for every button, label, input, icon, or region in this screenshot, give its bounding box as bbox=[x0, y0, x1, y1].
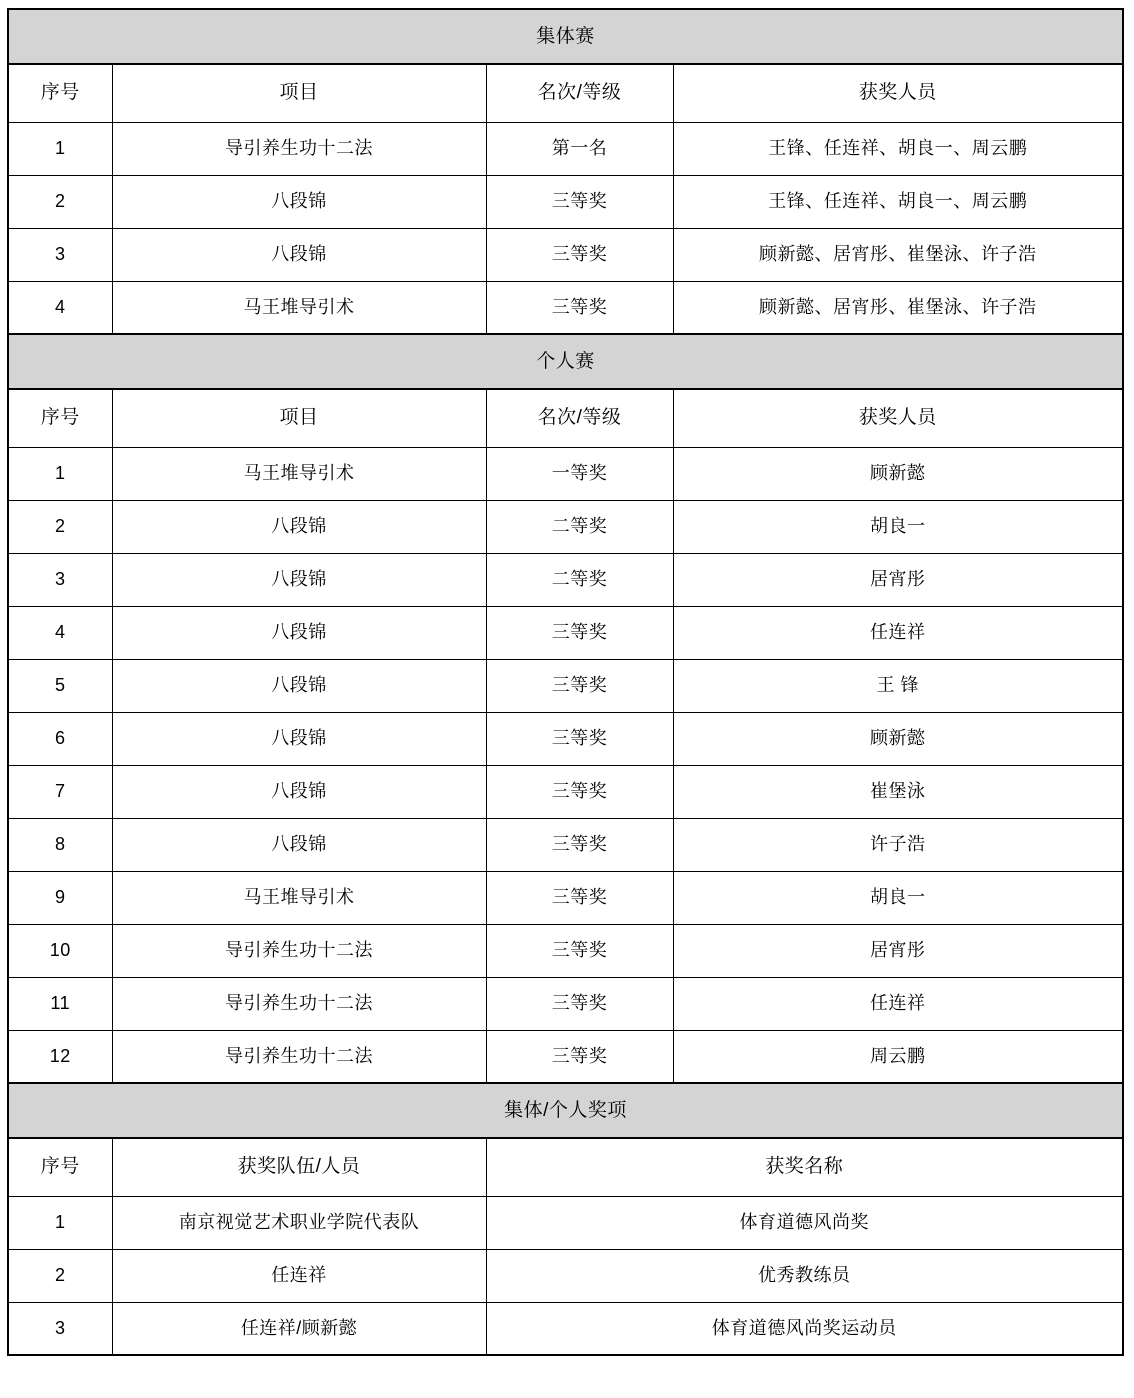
cell-no: 3 bbox=[8, 228, 112, 281]
column-header-no: 序号 bbox=[8, 1138, 112, 1196]
cell-no: 10 bbox=[8, 924, 112, 977]
cell-rank: 三等奖 bbox=[486, 818, 673, 871]
table-row bbox=[8, 447, 1123, 500]
cell-rank: 三等奖 bbox=[486, 871, 673, 924]
column-header-no: 序号 bbox=[8, 64, 112, 122]
cell-no: 2 bbox=[8, 175, 112, 228]
cell-team: 南京视觉艺术职业学院代表队 bbox=[112, 1196, 486, 1249]
cell-rank: 三等奖 bbox=[486, 281, 673, 334]
column-header-rank: 名次/等级 bbox=[486, 64, 673, 122]
table-row bbox=[8, 871, 1123, 924]
cell-award: 体育道德风尚奖运动员 bbox=[486, 1302, 1123, 1355]
column-header-row-special bbox=[8, 1138, 1123, 1196]
award-results-table bbox=[7, 8, 1124, 1356]
cell-rank: 二等奖 bbox=[486, 500, 673, 553]
table-row bbox=[8, 228, 1123, 281]
column-header-team: 获奖队伍/人员 bbox=[112, 1138, 486, 1196]
cell-rank: 三等奖 bbox=[486, 175, 673, 228]
cell-item: 八段锦 bbox=[112, 500, 486, 553]
cell-no: 2 bbox=[8, 500, 112, 553]
table-row bbox=[8, 606, 1123, 659]
cell-rank: 三等奖 bbox=[486, 712, 673, 765]
column-header-people: 获奖人员 bbox=[673, 389, 1123, 447]
cell-people: 许子浩 bbox=[673, 818, 1123, 871]
cell-people: 居宵彤 bbox=[673, 924, 1123, 977]
cell-people: 崔堡泳 bbox=[673, 765, 1123, 818]
cell-rank: 三等奖 bbox=[486, 1030, 673, 1083]
cell-team: 任连祥/顾新懿 bbox=[112, 1302, 486, 1355]
column-header-people: 获奖人员 bbox=[673, 64, 1123, 122]
cell-item: 八段锦 bbox=[112, 659, 486, 712]
section-title-special-awards: 集体/个人奖项 bbox=[8, 1083, 1123, 1138]
cell-no: 9 bbox=[8, 871, 112, 924]
cell-no: 4 bbox=[8, 606, 112, 659]
table-row bbox=[8, 924, 1123, 977]
cell-people: 居宵彤 bbox=[673, 553, 1123, 606]
cell-rank: 三等奖 bbox=[486, 765, 673, 818]
cell-item: 八段锦 bbox=[112, 818, 486, 871]
cell-no: 1 bbox=[8, 122, 112, 175]
column-header-row-individual bbox=[8, 389, 1123, 447]
table-row bbox=[8, 818, 1123, 871]
cell-item: 八段锦 bbox=[112, 712, 486, 765]
cell-item: 八段锦 bbox=[112, 553, 486, 606]
cell-no: 8 bbox=[8, 818, 112, 871]
column-header-award-name: 获奖名称 bbox=[486, 1138, 1123, 1196]
table-row bbox=[8, 500, 1123, 553]
cell-item: 导引养生功十二法 bbox=[112, 1030, 486, 1083]
cell-people: 顾新懿、居宵彤、崔堡泳、许子浩 bbox=[673, 228, 1123, 281]
cell-rank: 二等奖 bbox=[486, 553, 673, 606]
cell-people: 胡良一 bbox=[673, 500, 1123, 553]
cell-people: 胡良一 bbox=[673, 871, 1123, 924]
table-row bbox=[8, 122, 1123, 175]
cell-no: 5 bbox=[8, 659, 112, 712]
section-title-team-competition: 集体赛 bbox=[8, 9, 1123, 64]
table-row bbox=[8, 281, 1123, 334]
table-row bbox=[8, 1030, 1123, 1083]
table-row bbox=[8, 553, 1123, 606]
cell-rank: 三等奖 bbox=[486, 228, 673, 281]
table-row bbox=[8, 977, 1123, 1030]
cell-item: 马王堆导引术 bbox=[112, 281, 486, 334]
cell-award: 体育道德风尚奖 bbox=[486, 1196, 1123, 1249]
cell-people: 王 锋 bbox=[673, 659, 1123, 712]
column-header-rank: 名次/等级 bbox=[486, 389, 673, 447]
cell-people: 王锋、任连祥、胡良一、周云鹏 bbox=[673, 175, 1123, 228]
table-row bbox=[8, 765, 1123, 818]
table-body bbox=[8, 9, 1123, 1355]
table-row bbox=[8, 1302, 1123, 1355]
column-header-no: 序号 bbox=[8, 389, 112, 447]
cell-item: 导引养生功十二法 bbox=[112, 924, 486, 977]
cell-no: 6 bbox=[8, 712, 112, 765]
cell-no: 7 bbox=[8, 765, 112, 818]
cell-item: 导引养生功十二法 bbox=[112, 977, 486, 1030]
cell-people: 顾新懿、居宵彤、崔堡泳、许子浩 bbox=[673, 281, 1123, 334]
cell-people: 顾新懿 bbox=[673, 447, 1123, 500]
cell-rank: 三等奖 bbox=[486, 924, 673, 977]
column-header-item: 项目 bbox=[112, 389, 486, 447]
cell-rank: 第一名 bbox=[486, 122, 673, 175]
section-title-individual-competition: 个人赛 bbox=[8, 334, 1123, 389]
section-title-row-team bbox=[8, 9, 1123, 64]
cell-no: 12 bbox=[8, 1030, 112, 1083]
cell-no: 2 bbox=[8, 1249, 112, 1302]
cell-people: 周云鹏 bbox=[673, 1030, 1123, 1083]
cell-rank: 一等奖 bbox=[486, 447, 673, 500]
table-row bbox=[8, 1196, 1123, 1249]
cell-rank: 三等奖 bbox=[486, 977, 673, 1030]
cell-no: 3 bbox=[8, 1302, 112, 1355]
cell-team: 任连祥 bbox=[112, 1249, 486, 1302]
cell-item: 马王堆导引术 bbox=[112, 871, 486, 924]
table-row bbox=[8, 175, 1123, 228]
column-header-row-team bbox=[8, 64, 1123, 122]
cell-no: 11 bbox=[8, 977, 112, 1030]
cell-rank: 三等奖 bbox=[486, 659, 673, 712]
cell-people: 任连祥 bbox=[673, 977, 1123, 1030]
cell-item: 八段锦 bbox=[112, 606, 486, 659]
section-title-row-individual bbox=[8, 334, 1123, 389]
cell-item: 八段锦 bbox=[112, 228, 486, 281]
cell-rank: 三等奖 bbox=[486, 606, 673, 659]
column-header-item: 项目 bbox=[112, 64, 486, 122]
cell-award: 优秀教练员 bbox=[486, 1249, 1123, 1302]
cell-item: 导引养生功十二法 bbox=[112, 122, 486, 175]
cell-no: 4 bbox=[8, 281, 112, 334]
table-row bbox=[8, 659, 1123, 712]
table-row bbox=[8, 712, 1123, 765]
cell-no: 1 bbox=[8, 1196, 112, 1249]
table-row bbox=[8, 1249, 1123, 1302]
cell-item: 马王堆导引术 bbox=[112, 447, 486, 500]
cell-item: 八段锦 bbox=[112, 175, 486, 228]
cell-no: 3 bbox=[8, 553, 112, 606]
cell-people: 王锋、任连祥、胡良一、周云鹏 bbox=[673, 122, 1123, 175]
cell-people: 顾新懿 bbox=[673, 712, 1123, 765]
cell-no: 1 bbox=[8, 447, 112, 500]
cell-item: 八段锦 bbox=[112, 765, 486, 818]
cell-people: 任连祥 bbox=[673, 606, 1123, 659]
section-title-row-special bbox=[8, 1083, 1123, 1138]
